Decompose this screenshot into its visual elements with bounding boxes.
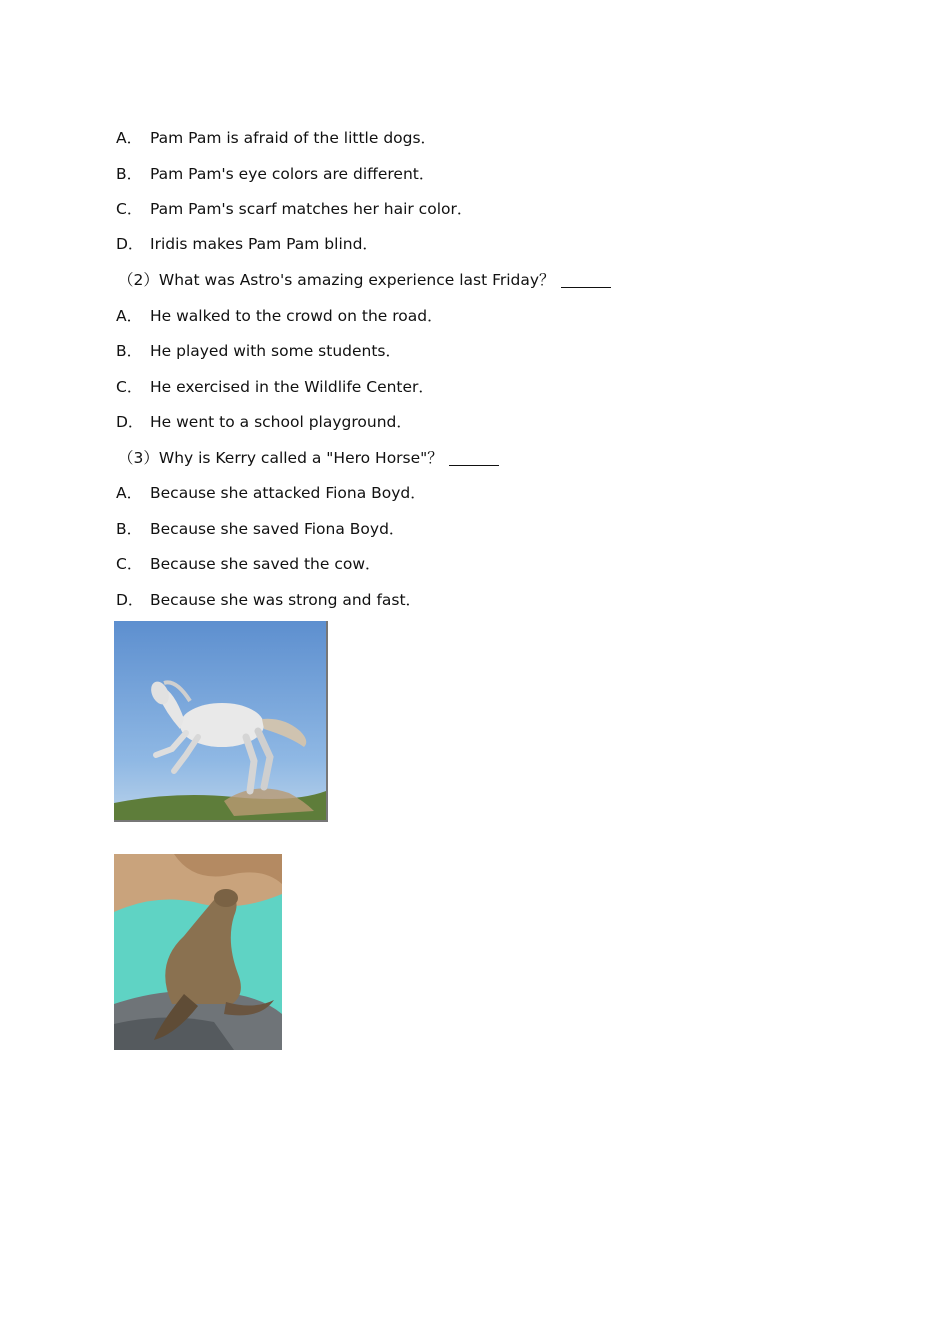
sea-lion-photo-drawing [114, 854, 282, 1050]
option-text: He walked to the crowd on the road． [150, 307, 443, 325]
option-text: He went to a school playground． [150, 413, 412, 431]
option-text: He played with some students． [150, 342, 401, 360]
question-text: （2）What was Astro's amazing experience last Friday？ [118, 271, 555, 289]
option-letter: A． [116, 484, 143, 502]
option-text: Pam Pam's eye colors are different． [150, 165, 435, 183]
option-letter: C． [116, 555, 143, 573]
horse-photo-drawing [114, 621, 326, 820]
option-text: Pam Pam is afraid of the little dogs． [150, 129, 437, 147]
option-letter: D． [116, 235, 144, 253]
q1-option-d [116, 232, 378, 254]
answer-blank[interactable] [561, 286, 611, 288]
sea-lion-image [114, 854, 282, 1050]
q3-option-d [116, 588, 421, 610]
option-letter: B． [116, 165, 143, 183]
answer-blank[interactable] [449, 464, 499, 466]
option-text: Because she was strong and fast． [150, 591, 422, 609]
option-text: Pam Pam's scarf matches her hair color． [150, 200, 473, 218]
q1-option-a [116, 126, 436, 148]
q3-option-c [116, 552, 381, 574]
option-text: Because she saved the cow． [150, 555, 381, 573]
q1-option-b [116, 162, 434, 184]
q3-option-a [116, 481, 426, 503]
option-letter: D． [116, 413, 144, 431]
option-letter: A． [116, 129, 143, 147]
q2-option-d [116, 410, 412, 432]
option-text: Because she saved Fiona Boyd． [150, 520, 405, 538]
q2-question [118, 268, 611, 290]
q2-option-a [116, 304, 443, 326]
question-text: （3）Why is Kerry called a "Hero Horse"？ [118, 449, 443, 467]
option-letter: D． [116, 591, 144, 609]
option-text: He exercised in the Wildlife Center． [150, 378, 434, 396]
q2-option-c [116, 375, 434, 397]
option-letter: B． [116, 520, 143, 538]
horse-image [114, 621, 328, 822]
option-letter: A． [116, 307, 143, 325]
q2-option-b [116, 339, 401, 361]
q1-option-c [116, 197, 472, 219]
option-letter: C． [116, 200, 143, 218]
q3-option-b [116, 517, 404, 539]
option-text: Because she attacked Fiona Boyd． [150, 484, 426, 502]
option-letter: B． [116, 342, 143, 360]
option-text: Iridis makes Pam Pam blind． [150, 235, 378, 253]
q3-question [118, 446, 499, 468]
option-letter: C． [116, 378, 143, 396]
